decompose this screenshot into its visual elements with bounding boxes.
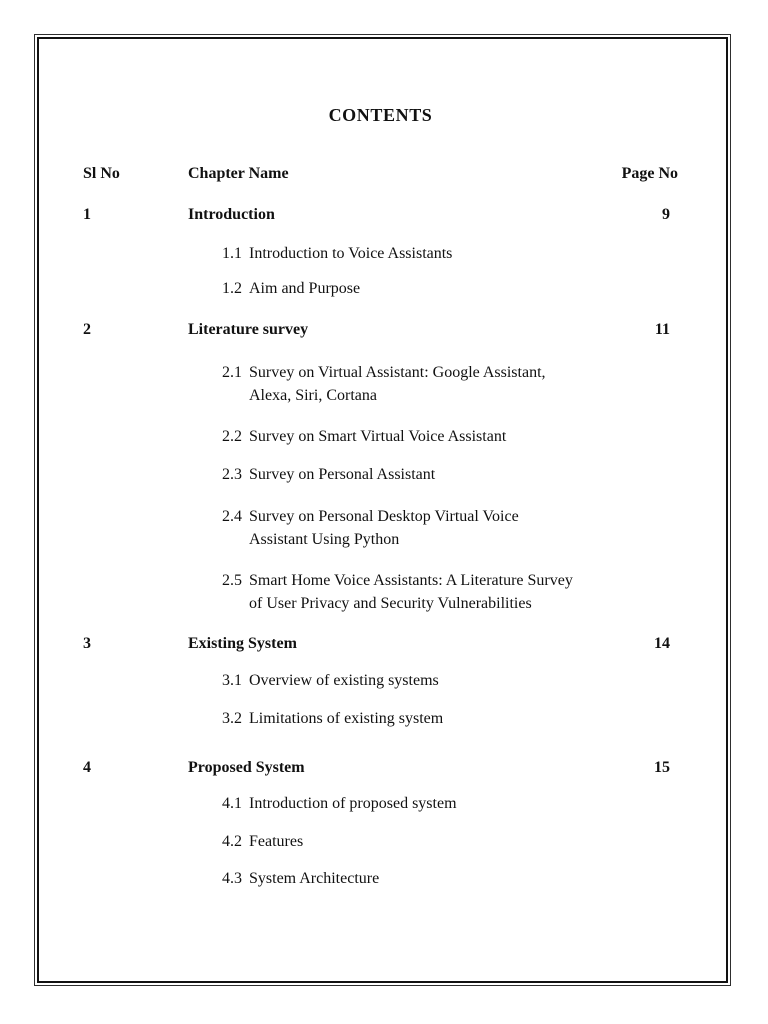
sub-item-row-1-2 (222, 277, 678, 300)
chapter-number: 1 (83, 206, 91, 223)
sub-item-text: Survey on Personal Desktop Virtual Voice Assistant Using Python (249, 508, 519, 548)
sub-item-text: Survey on Personal Assistant (249, 466, 436, 483)
chapter-page-number: 14 (654, 635, 670, 652)
sub-item-number: 2.4 (222, 508, 242, 525)
sub-item-row-3-2 (222, 707, 678, 730)
sub-item-number: 1.1 (222, 245, 242, 262)
chapter-row-1 (83, 203, 678, 226)
chapter-name: Literature survey (188, 321, 309, 338)
sub-item-text: Limitations of existing system (249, 710, 444, 727)
chapter-page-number: 11 (654, 321, 670, 338)
page-border-frame (34, 34, 731, 986)
sub-item-row-4-1 (222, 792, 678, 815)
sub-item-row-4-3 (222, 867, 678, 890)
sub-item-number: 2.3 (222, 466, 242, 483)
sub-item-text: Introduction of proposed system (249, 795, 457, 812)
sub-item-row-2-3 (222, 463, 678, 486)
sub-item-number: 2.2 (222, 428, 242, 445)
sub-item-number: 3.2 (222, 710, 242, 727)
chapter-row-4 (83, 756, 678, 779)
sub-item-number: 3.1 (222, 672, 242, 689)
sub-item-row-3-1 (222, 669, 678, 692)
sub-item-number: 4.2 (222, 833, 242, 850)
chapter-number: 4 (83, 759, 91, 776)
header-chapter-label: Chapter Name (188, 165, 289, 182)
sub-item-text: Introduction to Voice Assistants (249, 245, 453, 262)
chapter-name: Introduction (188, 206, 275, 223)
sub-item-text: Survey on Virtual Assistant: Google Assistant, Alexa, Siri, Cortana (249, 364, 546, 404)
sub-item-number: 2.5 (222, 572, 242, 589)
toc-header-row (83, 162, 678, 185)
header-page-label: Page No (621, 165, 678, 182)
header-slno-label: Sl No (83, 165, 120, 182)
sub-item-row-4-2 (222, 830, 678, 853)
sub-item-row-2-5 (222, 569, 678, 615)
chapter-row-3 (83, 632, 678, 655)
sub-item-text: Smart Home Voice Assistants: A Literature Survey of User Privacy and Security Vulnerabilities (249, 572, 573, 612)
sub-item-row-2-4 (222, 505, 678, 551)
chapter-page-number: 15 (654, 759, 670, 776)
sub-item-number: 4.3 (222, 870, 242, 887)
sub-item-text: System Architecture (249, 870, 380, 887)
chapter-page-number: 9 (662, 206, 670, 223)
chapter-row-2 (83, 318, 678, 341)
page-title: CONTENTS (328, 105, 433, 125)
chapter-name: Proposed System (188, 759, 305, 776)
chapter-name: Existing System (188, 635, 297, 652)
sub-item-row-2-2 (222, 425, 678, 448)
sub-item-row-2-1 (222, 361, 678, 407)
sub-item-number: 1.2 (222, 280, 242, 297)
sub-item-number: 2.1 (222, 364, 242, 381)
chapter-number: 3 (83, 635, 91, 652)
chapter-number: 2 (83, 321, 91, 338)
sub-item-text: Features (249, 833, 304, 850)
sub-item-text: Aim and Purpose (249, 280, 361, 297)
document-page (37, 37, 728, 983)
sub-item-row-1-1 (222, 242, 678, 265)
sub-item-text: Survey on Smart Virtual Voice Assistant (249, 428, 507, 445)
sub-item-text: Overview of existing systems (249, 672, 439, 689)
sub-item-number: 4.1 (222, 795, 242, 812)
